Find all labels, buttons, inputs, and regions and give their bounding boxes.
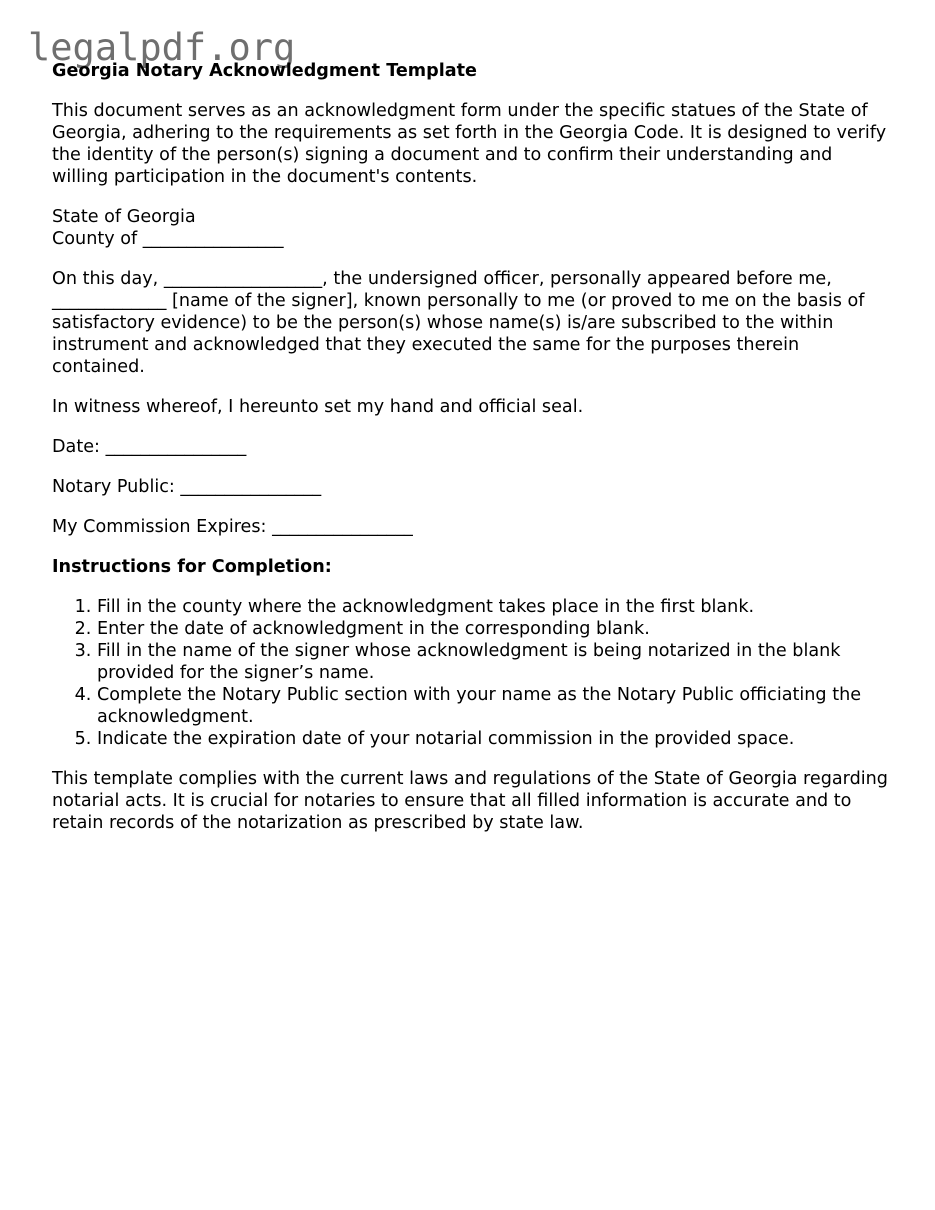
acknowledgment-paragraph: On this day, __________________, the undersigned officer, personally appeared before me, _____________ [name of the signer], known personally to me (or proved to me on the basis of satisfactory evidence) to be the person(s) whose name(s) is/are subscribed to the within instrument and acknowledged that they executed the same for the purposes therein contained. (52, 269, 865, 377)
document-title: Georgia Notary Acknowledgment Template (52, 61, 477, 81)
witness-statement: In witness whereof, I hereunto set my hand and official seal. (52, 397, 584, 417)
watermark-logo: legalpdf.org (28, 26, 296, 69)
date-field: Date: ________________ (52, 437, 247, 457)
list-item: 5. Indicate the expiration date of your notarial commission in the provided space. (97, 728, 894, 750)
venue-block (52, 206, 894, 250)
list-item: 2. Enter the date of acknowledgment in the corresponding blank. (97, 618, 894, 640)
closing-paragraph: This template complies with the current laws and regulations of the State of Georgia regarding notarial acts. It is crucial for notaries to ensure that all filled information is accurate and to retain records of the notarization as prescribed by state law. (52, 769, 888, 833)
list-item: 3. Fill in the name of the signer whose acknowledgment is being notarized in the blank provided for the signer’s name. (97, 640, 894, 684)
list-item: 4. Complete the Notary Public section with your name as the Notary Public officiating the acknowledgment. (97, 684, 894, 728)
venue-state: State of Georgia (52, 207, 196, 227)
venue-county: County of ________________ (52, 229, 284, 249)
intro-paragraph: This document serves as an acknowledgment form under the specific statues of the State of Georgia, adhering to the requirements as set forth in the Georgia Code. It is designed to verify the identity of the person(s) signing a document and to confirm their understanding and willing participation in the document's contents. (52, 101, 887, 187)
commission-expires-field: My Commission Expires: ________________ (52, 517, 413, 537)
instructions-heading: Instructions for Completion: (52, 557, 332, 577)
list-item: 1. Fill in the county where the acknowledgment takes place in the first blank. (97, 596, 894, 618)
instructions-list (52, 596, 894, 750)
notary-public-field: Notary Public: ________________ (52, 477, 322, 497)
document-body (52, 60, 894, 852)
